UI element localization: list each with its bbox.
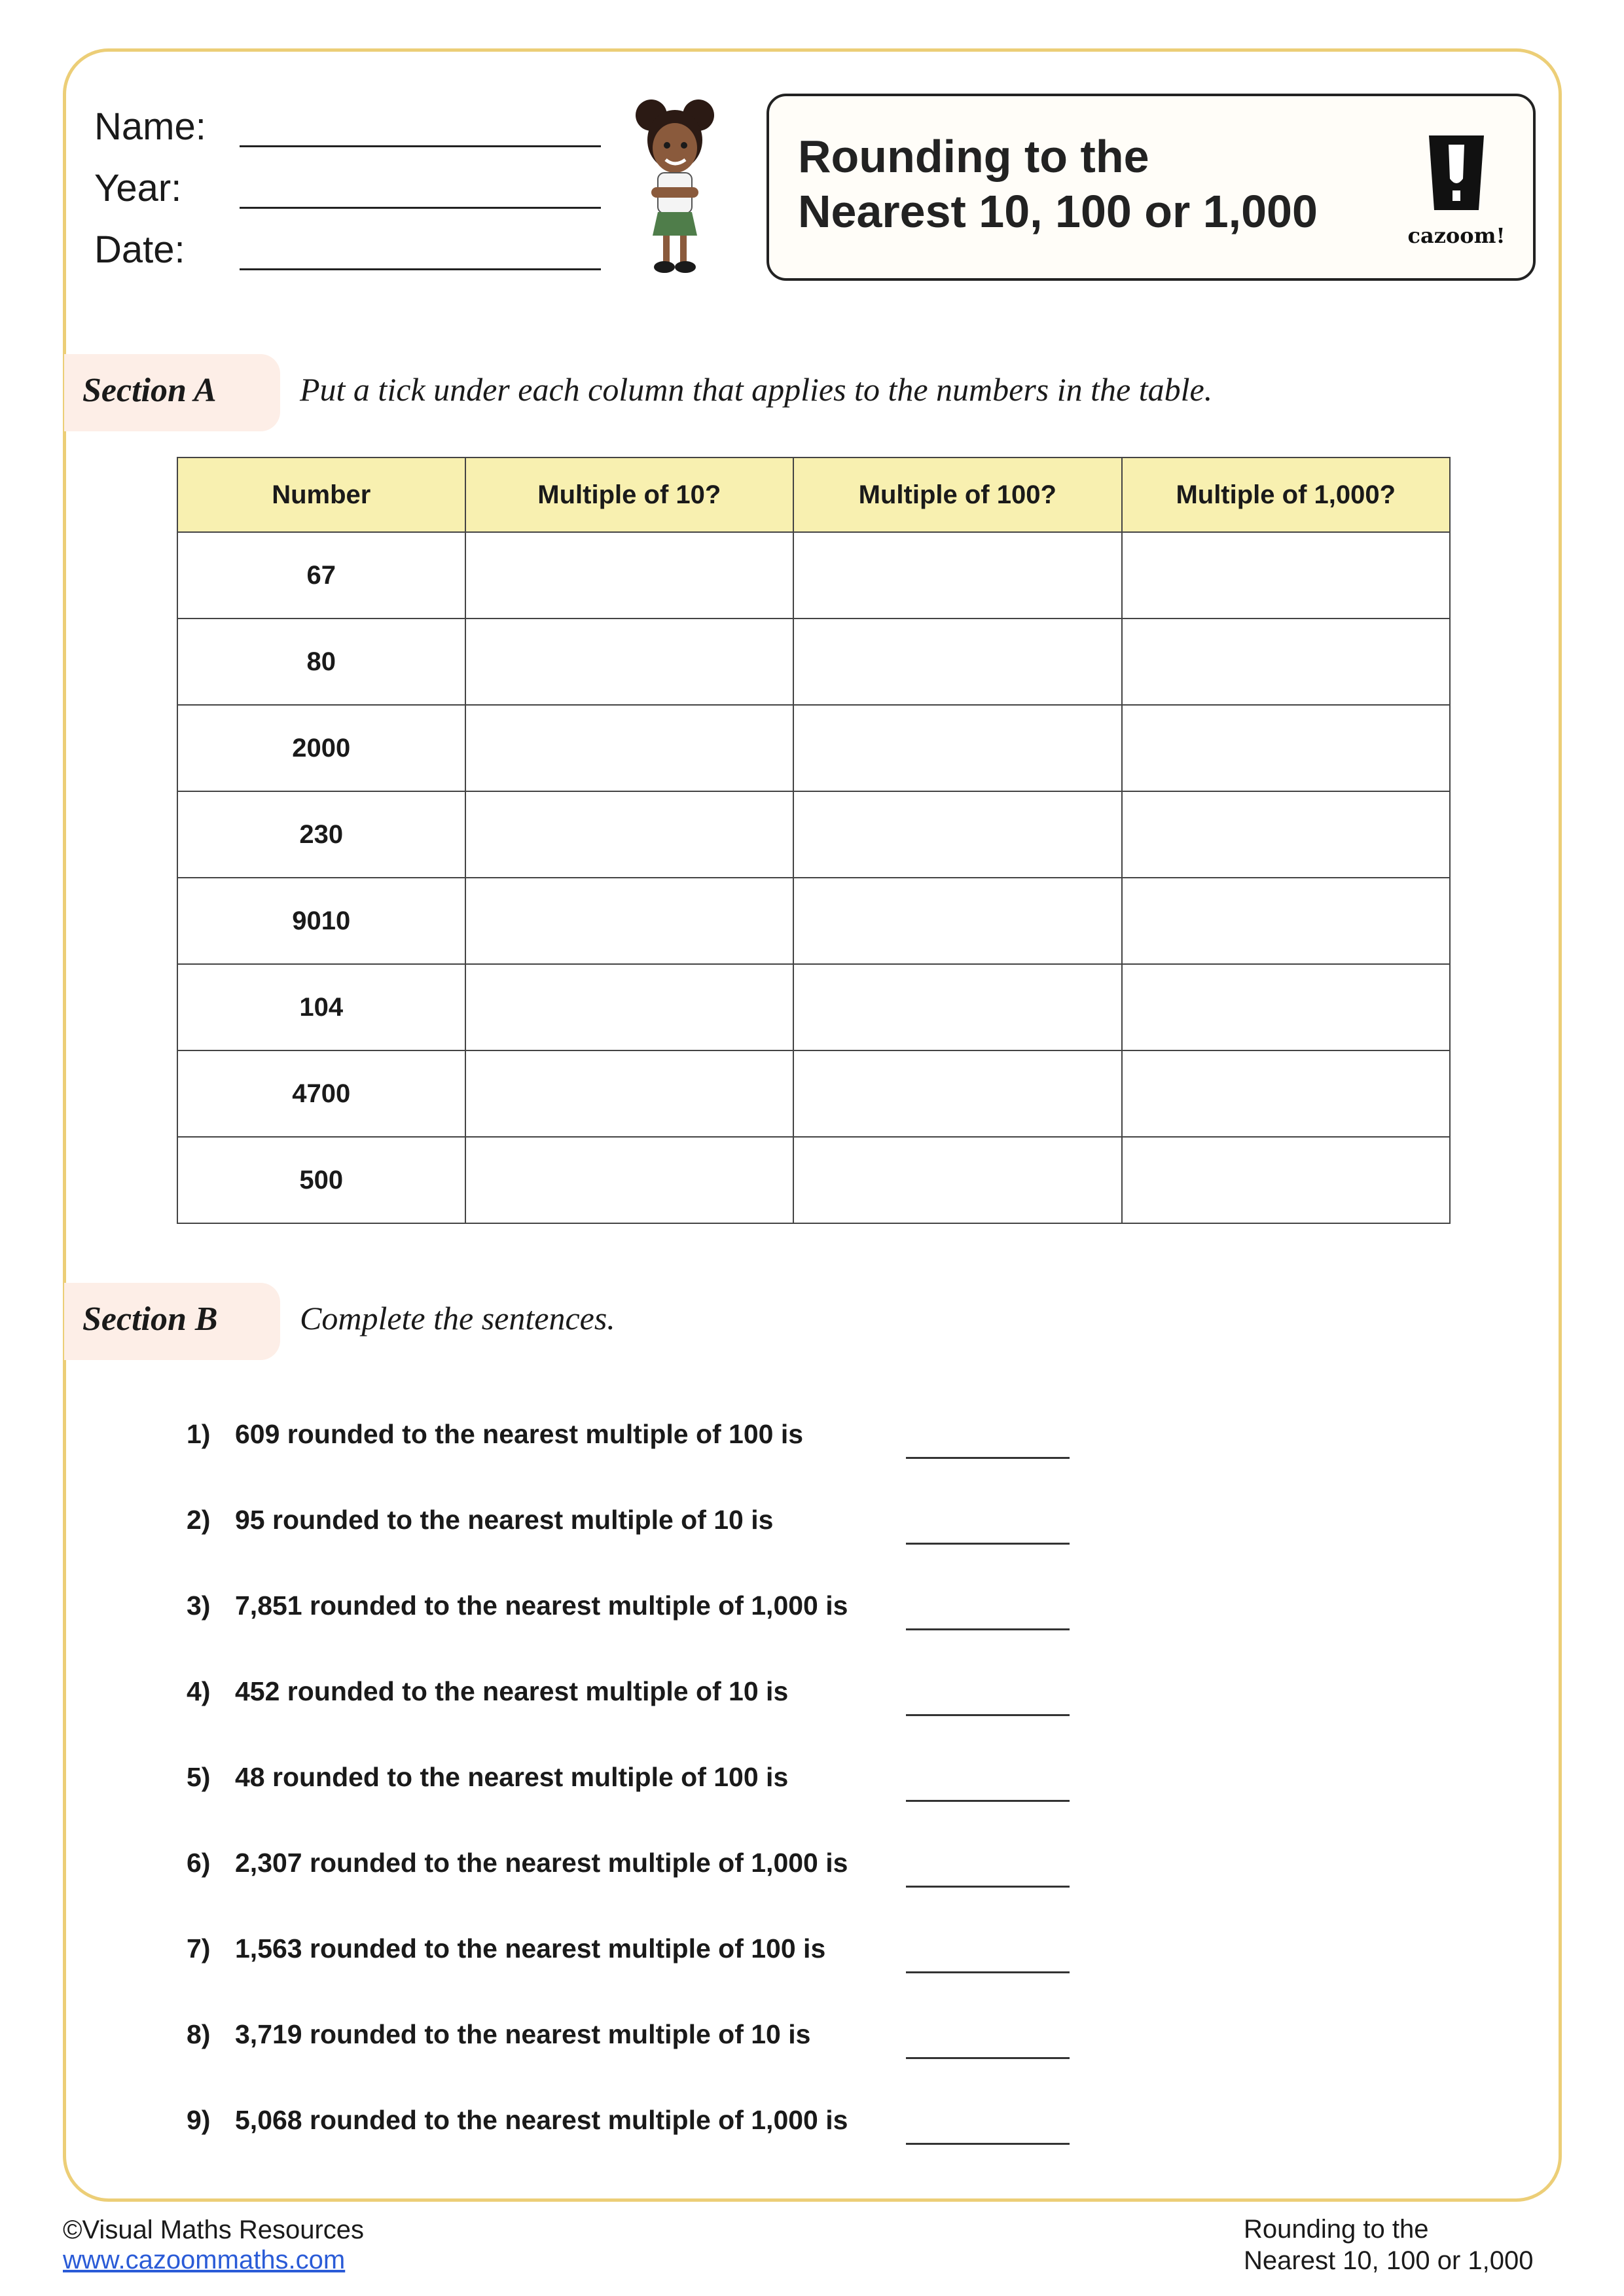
section-a-instruction: Put a tick under each column that applies to the numbers in the table. bbox=[300, 371, 1213, 408]
number-cell: 104 bbox=[177, 964, 465, 1050]
tick-cell[interactable] bbox=[465, 1137, 793, 1223]
table-row bbox=[177, 1050, 1450, 1137]
table-header-row bbox=[177, 457, 1450, 532]
question-number: 7) bbox=[187, 1933, 211, 1964]
answer-line[interactable] bbox=[906, 1628, 1070, 1630]
question-text: 2,307 rounded to the nearest multiple of 1,000 is bbox=[235, 1848, 848, 1878]
tick-table bbox=[177, 457, 1451, 1224]
tick-cell[interactable] bbox=[1122, 878, 1451, 964]
number-cell: 9010 bbox=[177, 878, 465, 964]
name-label: Name: bbox=[94, 105, 206, 148]
number-cell: 67 bbox=[177, 532, 465, 619]
number-cell: 230 bbox=[177, 791, 465, 878]
tick-cell[interactable] bbox=[1122, 791, 1451, 878]
table-row bbox=[177, 791, 1450, 878]
tick-cell[interactable] bbox=[793, 1137, 1121, 1223]
answer-line[interactable] bbox=[906, 2057, 1070, 2059]
section-b-tab bbox=[64, 1283, 280, 1360]
name-field[interactable] bbox=[240, 145, 601, 147]
table-row bbox=[177, 964, 1450, 1050]
year-field[interactable] bbox=[240, 207, 601, 209]
footer-title-line-1: Rounding to the bbox=[1244, 2215, 1429, 2244]
number-cell: 80 bbox=[177, 619, 465, 705]
question-text: 3,719 rounded to the nearest multiple of 10 is bbox=[235, 2019, 811, 2049]
tick-cell[interactable] bbox=[793, 1050, 1121, 1137]
cazoom-logo bbox=[1398, 125, 1515, 256]
date-field[interactable] bbox=[240, 268, 601, 270]
tick-cell[interactable] bbox=[465, 1050, 793, 1137]
tick-cell[interactable] bbox=[465, 705, 793, 791]
tick-cell[interactable] bbox=[1122, 964, 1451, 1050]
question-item bbox=[187, 1505, 773, 1535]
number-cell: 500 bbox=[177, 1137, 465, 1223]
logo-text: cazoom! bbox=[1407, 223, 1506, 248]
question-text: 1,563 rounded to the nearest multiple of 100 is bbox=[235, 1933, 826, 1964]
title-line-2: Nearest 10, 100 or 1,000 bbox=[798, 186, 1318, 237]
tick-cell[interactable] bbox=[1122, 1050, 1451, 1137]
table-row bbox=[177, 705, 1450, 791]
question-number: 9) bbox=[187, 2105, 211, 2135]
logo-mark-icon bbox=[1398, 125, 1515, 223]
question-number: 2) bbox=[187, 1505, 211, 1535]
table-row bbox=[177, 619, 1450, 705]
section-b-label: Section B bbox=[82, 1300, 218, 1338]
question-number: 4) bbox=[187, 1676, 211, 1706]
date-label: Date: bbox=[94, 228, 185, 271]
question-text: 7,851 rounded to the nearest multiple of 1,000 is bbox=[235, 1590, 848, 1621]
question-number: 3) bbox=[187, 1590, 211, 1621]
question-item bbox=[187, 1419, 803, 1450]
number-cell: 4700 bbox=[177, 1050, 465, 1137]
answer-line[interactable] bbox=[906, 2143, 1070, 2145]
question-item bbox=[187, 1762, 788, 1793]
section-b-instruction: Complete the sentences. bbox=[300, 1300, 615, 1336]
footer-title-line-2: Nearest 10, 100 or 1,000 bbox=[1244, 2246, 1534, 2275]
answer-line[interactable] bbox=[906, 1800, 1070, 1802]
title-line-1: Rounding to the bbox=[798, 131, 1149, 182]
question-item bbox=[187, 1933, 825, 1964]
question-text: 95 rounded to the nearest multiple of 10 is bbox=[235, 1505, 774, 1535]
section-a-tab bbox=[64, 354, 280, 431]
worksheet-title bbox=[798, 129, 1387, 239]
question-number: 8) bbox=[187, 2019, 211, 2049]
tick-cell[interactable] bbox=[1122, 532, 1451, 619]
question-item bbox=[187, 1676, 788, 1707]
tick-cell[interactable] bbox=[465, 619, 793, 705]
question-item bbox=[187, 2019, 810, 2050]
year-label: Year: bbox=[94, 167, 182, 209]
column-header-number: Number bbox=[177, 457, 465, 532]
question-item bbox=[187, 1590, 848, 1621]
answer-line[interactable] bbox=[906, 1457, 1070, 1459]
answer-line[interactable] bbox=[906, 1714, 1070, 1716]
question-number: 6) bbox=[187, 1848, 211, 1878]
column-header-multiple-of-1000: Multiple of 1,000? bbox=[1122, 457, 1451, 532]
question-text: 609 rounded to the nearest multiple of 100 is bbox=[235, 1419, 804, 1449]
tick-cell[interactable] bbox=[793, 619, 1121, 705]
question-number: 1) bbox=[187, 1419, 211, 1449]
tick-cell[interactable] bbox=[1122, 619, 1451, 705]
tick-cell[interactable] bbox=[1122, 1137, 1451, 1223]
copyright-text: ©Visual Maths Resources bbox=[63, 2215, 365, 2244]
tick-cell[interactable] bbox=[793, 964, 1121, 1050]
column-header-multiple-of-100: Multiple of 100? bbox=[793, 457, 1121, 532]
tick-cell[interactable] bbox=[465, 791, 793, 878]
table-row bbox=[177, 532, 1450, 619]
question-item bbox=[187, 1848, 848, 1878]
table-row bbox=[177, 1137, 1450, 1223]
question-number: 5) bbox=[187, 1762, 211, 1792]
tick-cell[interactable] bbox=[1122, 705, 1451, 791]
tick-cell[interactable] bbox=[793, 791, 1121, 878]
footer-right bbox=[1244, 2214, 1534, 2276]
question-text: 5,068 rounded to the nearest multiple of 1,000 is bbox=[235, 2105, 848, 2135]
tick-cell[interactable] bbox=[793, 705, 1121, 791]
answer-line[interactable] bbox=[906, 1886, 1070, 1888]
title-box bbox=[767, 94, 1536, 281]
tick-cell[interactable] bbox=[793, 532, 1121, 619]
answer-line[interactable] bbox=[906, 1543, 1070, 1545]
tick-cell[interactable] bbox=[465, 532, 793, 619]
question-item bbox=[187, 2105, 848, 2136]
student-illustration bbox=[625, 96, 723, 280]
tick-cell[interactable] bbox=[465, 964, 793, 1050]
section-a-label: Section A bbox=[82, 372, 217, 409]
column-header-multiple-of-10: Multiple of 10? bbox=[465, 457, 793, 532]
website-link[interactable]: www.cazoommaths.com bbox=[63, 2246, 346, 2274]
question-text: 452 rounded to the nearest multiple of 10 is bbox=[235, 1676, 789, 1706]
footer-left bbox=[63, 2215, 364, 2275]
tick-cell[interactable] bbox=[465, 878, 793, 964]
table-row bbox=[177, 878, 1450, 964]
number-cell: 2000 bbox=[177, 705, 465, 791]
answer-line[interactable] bbox=[906, 1971, 1070, 1973]
tick-cell[interactable] bbox=[793, 878, 1121, 964]
question-text: 48 rounded to the nearest multiple of 100 is bbox=[235, 1762, 789, 1792]
